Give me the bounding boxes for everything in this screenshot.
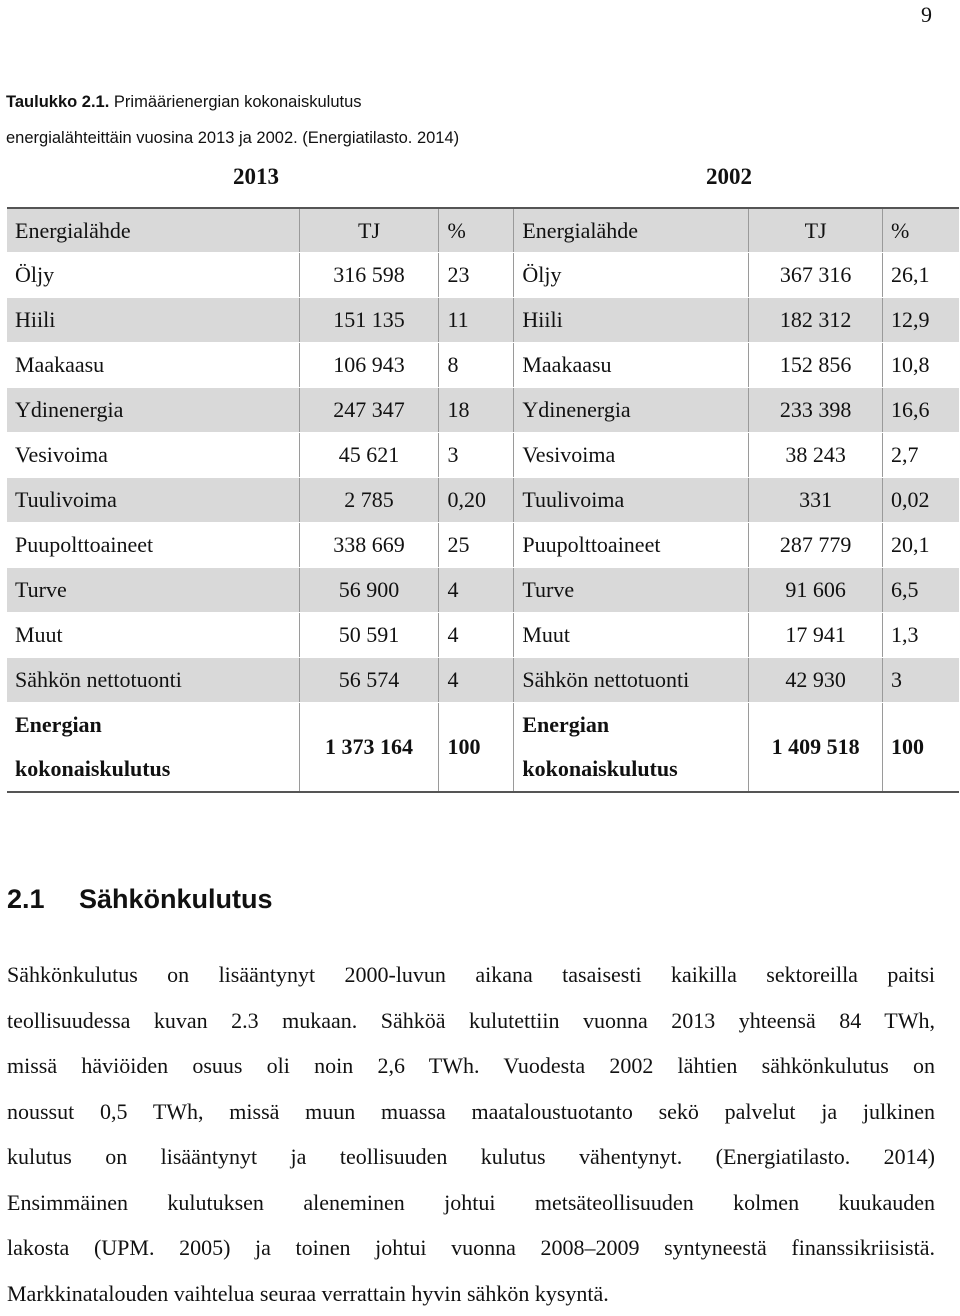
year-header-row bbox=[0, 160, 960, 200]
header-source-2013: Energialähde bbox=[7, 208, 299, 253]
cell-tj-2002: 42 930 bbox=[749, 658, 883, 703]
caption-line-1 bbox=[6, 84, 566, 120]
total-tj-2013: 1 373 164 bbox=[299, 703, 439, 793]
cell-tj-2002: 17 941 bbox=[749, 613, 883, 658]
caption-label: Taulukko 2.1. bbox=[6, 93, 109, 111]
cell-tj-2013: 106 943 bbox=[299, 343, 439, 388]
cell-pct-2013: 8 bbox=[439, 343, 514, 388]
cell-tj-2013: 316 598 bbox=[299, 253, 439, 298]
paragraph-line: Ensimmäinen kulutuksen aleneminen johtui metsäteollisuuden kolmen kuukauden bbox=[7, 1180, 935, 1226]
table-header-row bbox=[7, 208, 959, 253]
cell-pct-2002: 6,5 bbox=[883, 568, 959, 613]
cell-pct-2002: 10,8 bbox=[883, 343, 959, 388]
cell-source-2013: Tuulivoima bbox=[7, 478, 299, 523]
header-pct-2013: % bbox=[439, 208, 514, 253]
total-tj-2002: 1 409 518 bbox=[749, 703, 883, 793]
cell-source-2013: Ydinenergia bbox=[7, 388, 299, 433]
cell-pct-2013: 23 bbox=[439, 253, 514, 298]
total-label-line-2: kokonaiskulutus bbox=[15, 747, 291, 791]
cell-pct-2013: 25 bbox=[439, 523, 514, 568]
section-number: 2.1 bbox=[7, 884, 79, 915]
cell-pct-2002: 2,7 bbox=[883, 433, 959, 478]
total-label-2002 bbox=[514, 703, 749, 793]
cell-source-2002: Sähkön nettotuonti bbox=[514, 658, 749, 703]
cell-source-2002: Öljy bbox=[514, 253, 749, 298]
cell-tj-2013: 56 574 bbox=[299, 658, 439, 703]
paragraph-line: missä häviöiden osuus oli noin 2,6 TWh. Vuodesta 2002 lähtien sähkönkulutus on bbox=[7, 1043, 935, 1089]
paragraph-line: teollisuudessa kuvan 2.3 mukaan. Sähköä kulutettiin vuonna 2013 yhteensä 84 TWh, bbox=[7, 998, 935, 1044]
cell-tj-2013: 247 347 bbox=[299, 388, 439, 433]
table-row bbox=[7, 478, 959, 523]
table-row bbox=[7, 613, 959, 658]
cell-pct-2002: 3 bbox=[883, 658, 959, 703]
table-caption bbox=[6, 84, 566, 156]
paragraph-line: noussut 0,5 TWh, missä muun muassa maataloustuotanto sekö palvelut ja julkinen bbox=[7, 1089, 935, 1135]
total-label-line-1: Energian bbox=[522, 703, 740, 747]
cell-tj-2013: 151 135 bbox=[299, 298, 439, 343]
section-heading bbox=[7, 884, 273, 915]
cell-pct-2013: 3 bbox=[439, 433, 514, 478]
total-pct-2002: 100 bbox=[883, 703, 959, 793]
cell-source-2002: Hiili bbox=[514, 298, 749, 343]
cell-pct-2013: 18 bbox=[439, 388, 514, 433]
table-row bbox=[7, 568, 959, 613]
cell-tj-2013: 45 621 bbox=[299, 433, 439, 478]
cell-pct-2013: 4 bbox=[439, 568, 514, 613]
cell-pct-2002: 1,3 bbox=[883, 613, 959, 658]
cell-source-2013: Turve bbox=[7, 568, 299, 613]
section-title: Sähkönkulutus bbox=[79, 884, 273, 914]
cell-source-2013: Sähkön nettotuonti bbox=[7, 658, 299, 703]
cell-pct-2002: 0,02 bbox=[883, 478, 959, 523]
total-label-2013 bbox=[7, 703, 299, 793]
header-tj-2002: TJ bbox=[749, 208, 883, 253]
paragraph-line: kulutus on lisääntynyt ja teollisuuden kulutus vähentynyt. (Energiatilasto. 2014) bbox=[7, 1134, 935, 1180]
cell-tj-2002: 233 398 bbox=[749, 388, 883, 433]
cell-tj-2002: 287 779 bbox=[749, 523, 883, 568]
table-row bbox=[7, 388, 959, 433]
cell-source-2002: Tuulivoima bbox=[514, 478, 749, 523]
header-pct-2002: % bbox=[883, 208, 959, 253]
paragraph-line: lakosta (UPM. 2005) ja toinen johtui vuonna 2008–2009 syntyneestä finanssikriisistä. bbox=[7, 1225, 935, 1271]
cell-tj-2013: 56 900 bbox=[299, 568, 439, 613]
cell-source-2013: Öljy bbox=[7, 253, 299, 298]
cell-source-2013: Vesivoima bbox=[7, 433, 299, 478]
cell-tj-2013: 2 785 bbox=[299, 478, 439, 523]
cell-pct-2013: 0,20 bbox=[439, 478, 514, 523]
table-row bbox=[7, 343, 959, 388]
cell-source-2013: Muut bbox=[7, 613, 299, 658]
cell-source-2002: Ydinenergia bbox=[514, 388, 749, 433]
paragraph-line: Sähkönkulutus on lisääntynyt 2000-luvun aikana tasaisesti kaikilla sektoreilla paitsi bbox=[7, 952, 935, 998]
cell-source-2002: Vesivoima bbox=[514, 433, 749, 478]
cell-source-2013: Maakaasu bbox=[7, 343, 299, 388]
cell-tj-2002: 38 243 bbox=[749, 433, 883, 478]
table-row bbox=[7, 433, 959, 478]
table-total-row bbox=[7, 703, 959, 793]
year-2002-label: 2002 bbox=[706, 164, 752, 190]
cell-source-2002: Maakaasu bbox=[514, 343, 749, 388]
cell-pct-2002: 16,6 bbox=[883, 388, 959, 433]
cell-tj-2013: 338 669 bbox=[299, 523, 439, 568]
cell-pct-2013: 11 bbox=[439, 298, 514, 343]
cell-pct-2013: 4 bbox=[439, 658, 514, 703]
header-source-2002: Energialähde bbox=[514, 208, 749, 253]
table-row bbox=[7, 523, 959, 568]
cell-source-2013: Puupolttoaineet bbox=[7, 523, 299, 568]
cell-tj-2002: 91 606 bbox=[749, 568, 883, 613]
caption-text-1: Primäärienergian kokonaiskulutus bbox=[114, 93, 362, 111]
cell-tj-2002: 182 312 bbox=[749, 298, 883, 343]
page-number: 9 bbox=[921, 2, 932, 28]
cell-source-2002: Muut bbox=[514, 613, 749, 658]
cell-source-2013: Hiili bbox=[7, 298, 299, 343]
cell-tj-2013: 50 591 bbox=[299, 613, 439, 658]
year-2013-label: 2013 bbox=[233, 164, 279, 190]
cell-tj-2002: 152 856 bbox=[749, 343, 883, 388]
total-label-line-2: kokonaiskulutus bbox=[522, 747, 740, 791]
cell-source-2002: Turve bbox=[514, 568, 749, 613]
total-label-line-1: Energian bbox=[15, 703, 291, 747]
table-row bbox=[7, 253, 959, 298]
cell-pct-2002: 12,9 bbox=[883, 298, 959, 343]
cell-pct-2013: 4 bbox=[439, 613, 514, 658]
cell-pct-2002: 20,1 bbox=[883, 523, 959, 568]
cell-source-2002: Puupolttoaineet bbox=[514, 523, 749, 568]
cell-pct-2002: 26,1 bbox=[883, 253, 959, 298]
body-paragraph bbox=[7, 952, 935, 1316]
header-tj-2013: TJ bbox=[299, 208, 439, 253]
cell-tj-2002: 367 316 bbox=[749, 253, 883, 298]
total-pct-2013: 100 bbox=[439, 703, 514, 793]
caption-line-2: energialähteittäin vuosina 2013 ja 2002. (Energiatilasto. 2014) bbox=[6, 120, 566, 156]
table-row bbox=[7, 298, 959, 343]
paragraph-line: Markkinatalouden vaihtelua seuraa verrattain hyvin sähkön kysyntä. bbox=[7, 1271, 935, 1316]
energy-consumption-table bbox=[7, 207, 959, 793]
table-row bbox=[7, 658, 959, 703]
cell-tj-2002: 331 bbox=[749, 478, 883, 523]
